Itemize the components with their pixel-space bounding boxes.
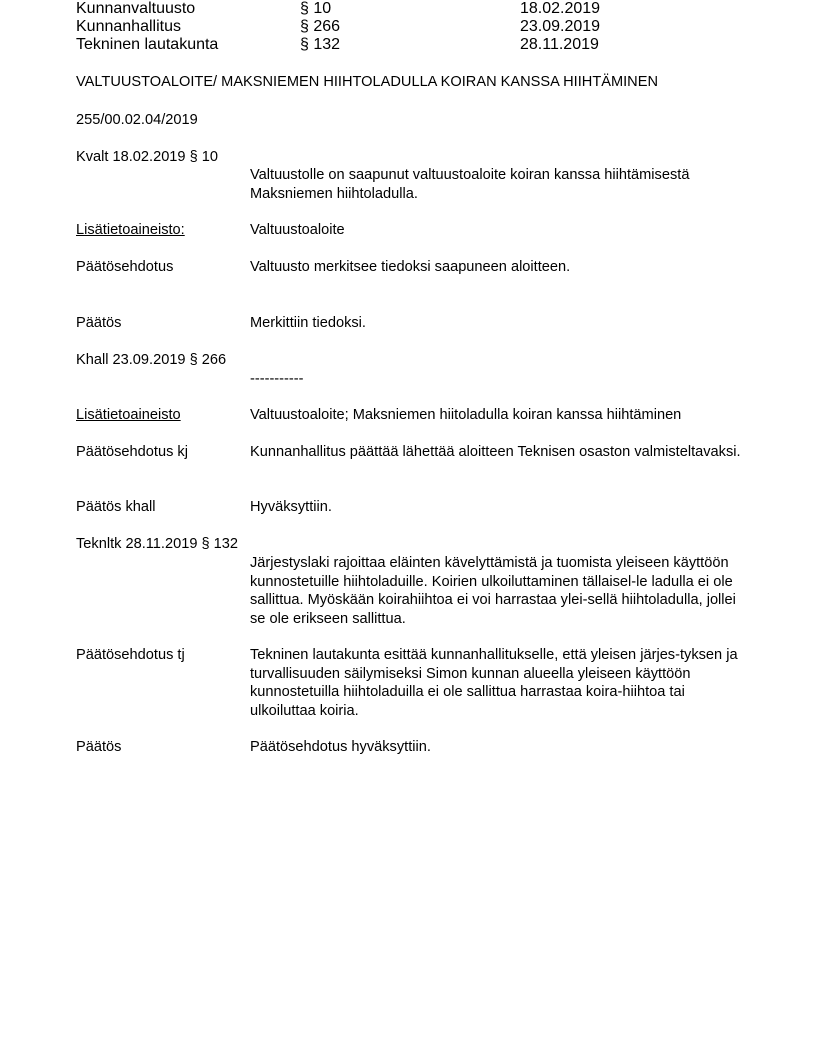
khall-paatos-value: Hyväksyttiin. (250, 499, 332, 515)
header-body: Tekninen lautakunta (76, 36, 219, 53)
header-date: 28.11.2019 (520, 36, 599, 53)
kvalt-ehdotus-label: Päätösehdotus (76, 259, 174, 275)
header-body: Kunnanhallitus (76, 18, 181, 35)
header-section: § 266 (300, 18, 341, 35)
khall-separator-text: ----------- (250, 371, 304, 387)
khall-lisatieto-value: Valtuustoaloite; Maksniemen hiitoladulla koiran kanssa hiihtäminen (250, 407, 682, 423)
khall-paatos-label: Päätös khall (76, 499, 156, 515)
document-title: VALTUUSTOALOITE/ MAKSNIEMEN HIIHTOLADULLA KOIRAN KANSSA HIIHTÄMINEN (76, 74, 658, 90)
kvalt-lisatieto-label: Lisätietoaineisto: (76, 222, 185, 238)
tekn-ehdotus-value: Tekninen lautakunta esittää kunnanhallitukselle, että yleisen järjes-tyksen ja turvallisuuden säilymiseksi Simon kunnan alueella yleiseen käyttöön kunnostetuilla hiihtoladuilla ei ole sallittua harrastaa koira-hiihtoa tai ulkoiluttaa koiria. (250, 647, 738, 719)
record-number: 255/00.02.04/2019 (76, 112, 198, 128)
kvalt-paatos-value: Merkittiin tiedoksi. (250, 315, 366, 331)
kvalt-heading: Kvalt 18.02.2019 § 10 (76, 149, 218, 165)
khall-lisatieto-label: Lisätietoaineisto (76, 407, 181, 423)
header-date: 23.09.2019 (520, 18, 601, 35)
kvalt-paatos-label: Päätös (76, 315, 122, 331)
header-section: § 10 (300, 0, 332, 17)
header-section: § 132 (300, 36, 341, 53)
header-row-kunnanvaltuusto (76, 0, 756, 18)
tekn-intro-text: Järjestyslaki rajoittaa eläinten kävelyttämistä ja tuomista yleiseen käyttöön kunnostetuille hiihtoladuille. Koirien ulkoiluttaminen tällaisel-le ladulla ei ole sallittua. Myöskään koirahiihtoa ei voi harrastaa ylei-sellä hiihtoladulla, jollei se ole erikseen sallittua. (250, 555, 736, 627)
tekn-paatos-value: Päätösehdotus hyväksyttiin. (250, 739, 431, 755)
khall-heading: Khall 23.09.2019 § 266 (76, 352, 227, 368)
tekn-ehdotus-label: Päätösehdotus tj (76, 647, 185, 663)
header-row-tekninen-lautakunta (76, 36, 756, 54)
tekn-paatos-label: Päätös (76, 739, 122, 755)
khall-ehdotus-value: Kunnanhallitus päättää lähettää aloitteen Teknisen osaston valmisteltavaksi. (250, 444, 741, 460)
kvalt-intro-text: Valtuustolle on saapunut valtuustoaloite koiran kanssa hiihtämisestä Maksniemen hiihtoladulla. (250, 167, 690, 202)
khall-ehdotus-label: Päätösehdotus kj (76, 444, 188, 460)
header-row-kunnanhallitus (76, 18, 756, 36)
kvalt-ehdotus-value: Valtuusto merkitsee tiedoksi saapuneen aloitteen. (250, 259, 571, 275)
kvalt-lisatieto-value: Valtuustoaloite (250, 222, 345, 238)
header-body: Kunnanvaltuusto (76, 0, 196, 17)
tekn-heading: Teknltk 28.11.2019 § 132 (76, 536, 239, 552)
header-date: 18.02.2019 (520, 0, 601, 17)
